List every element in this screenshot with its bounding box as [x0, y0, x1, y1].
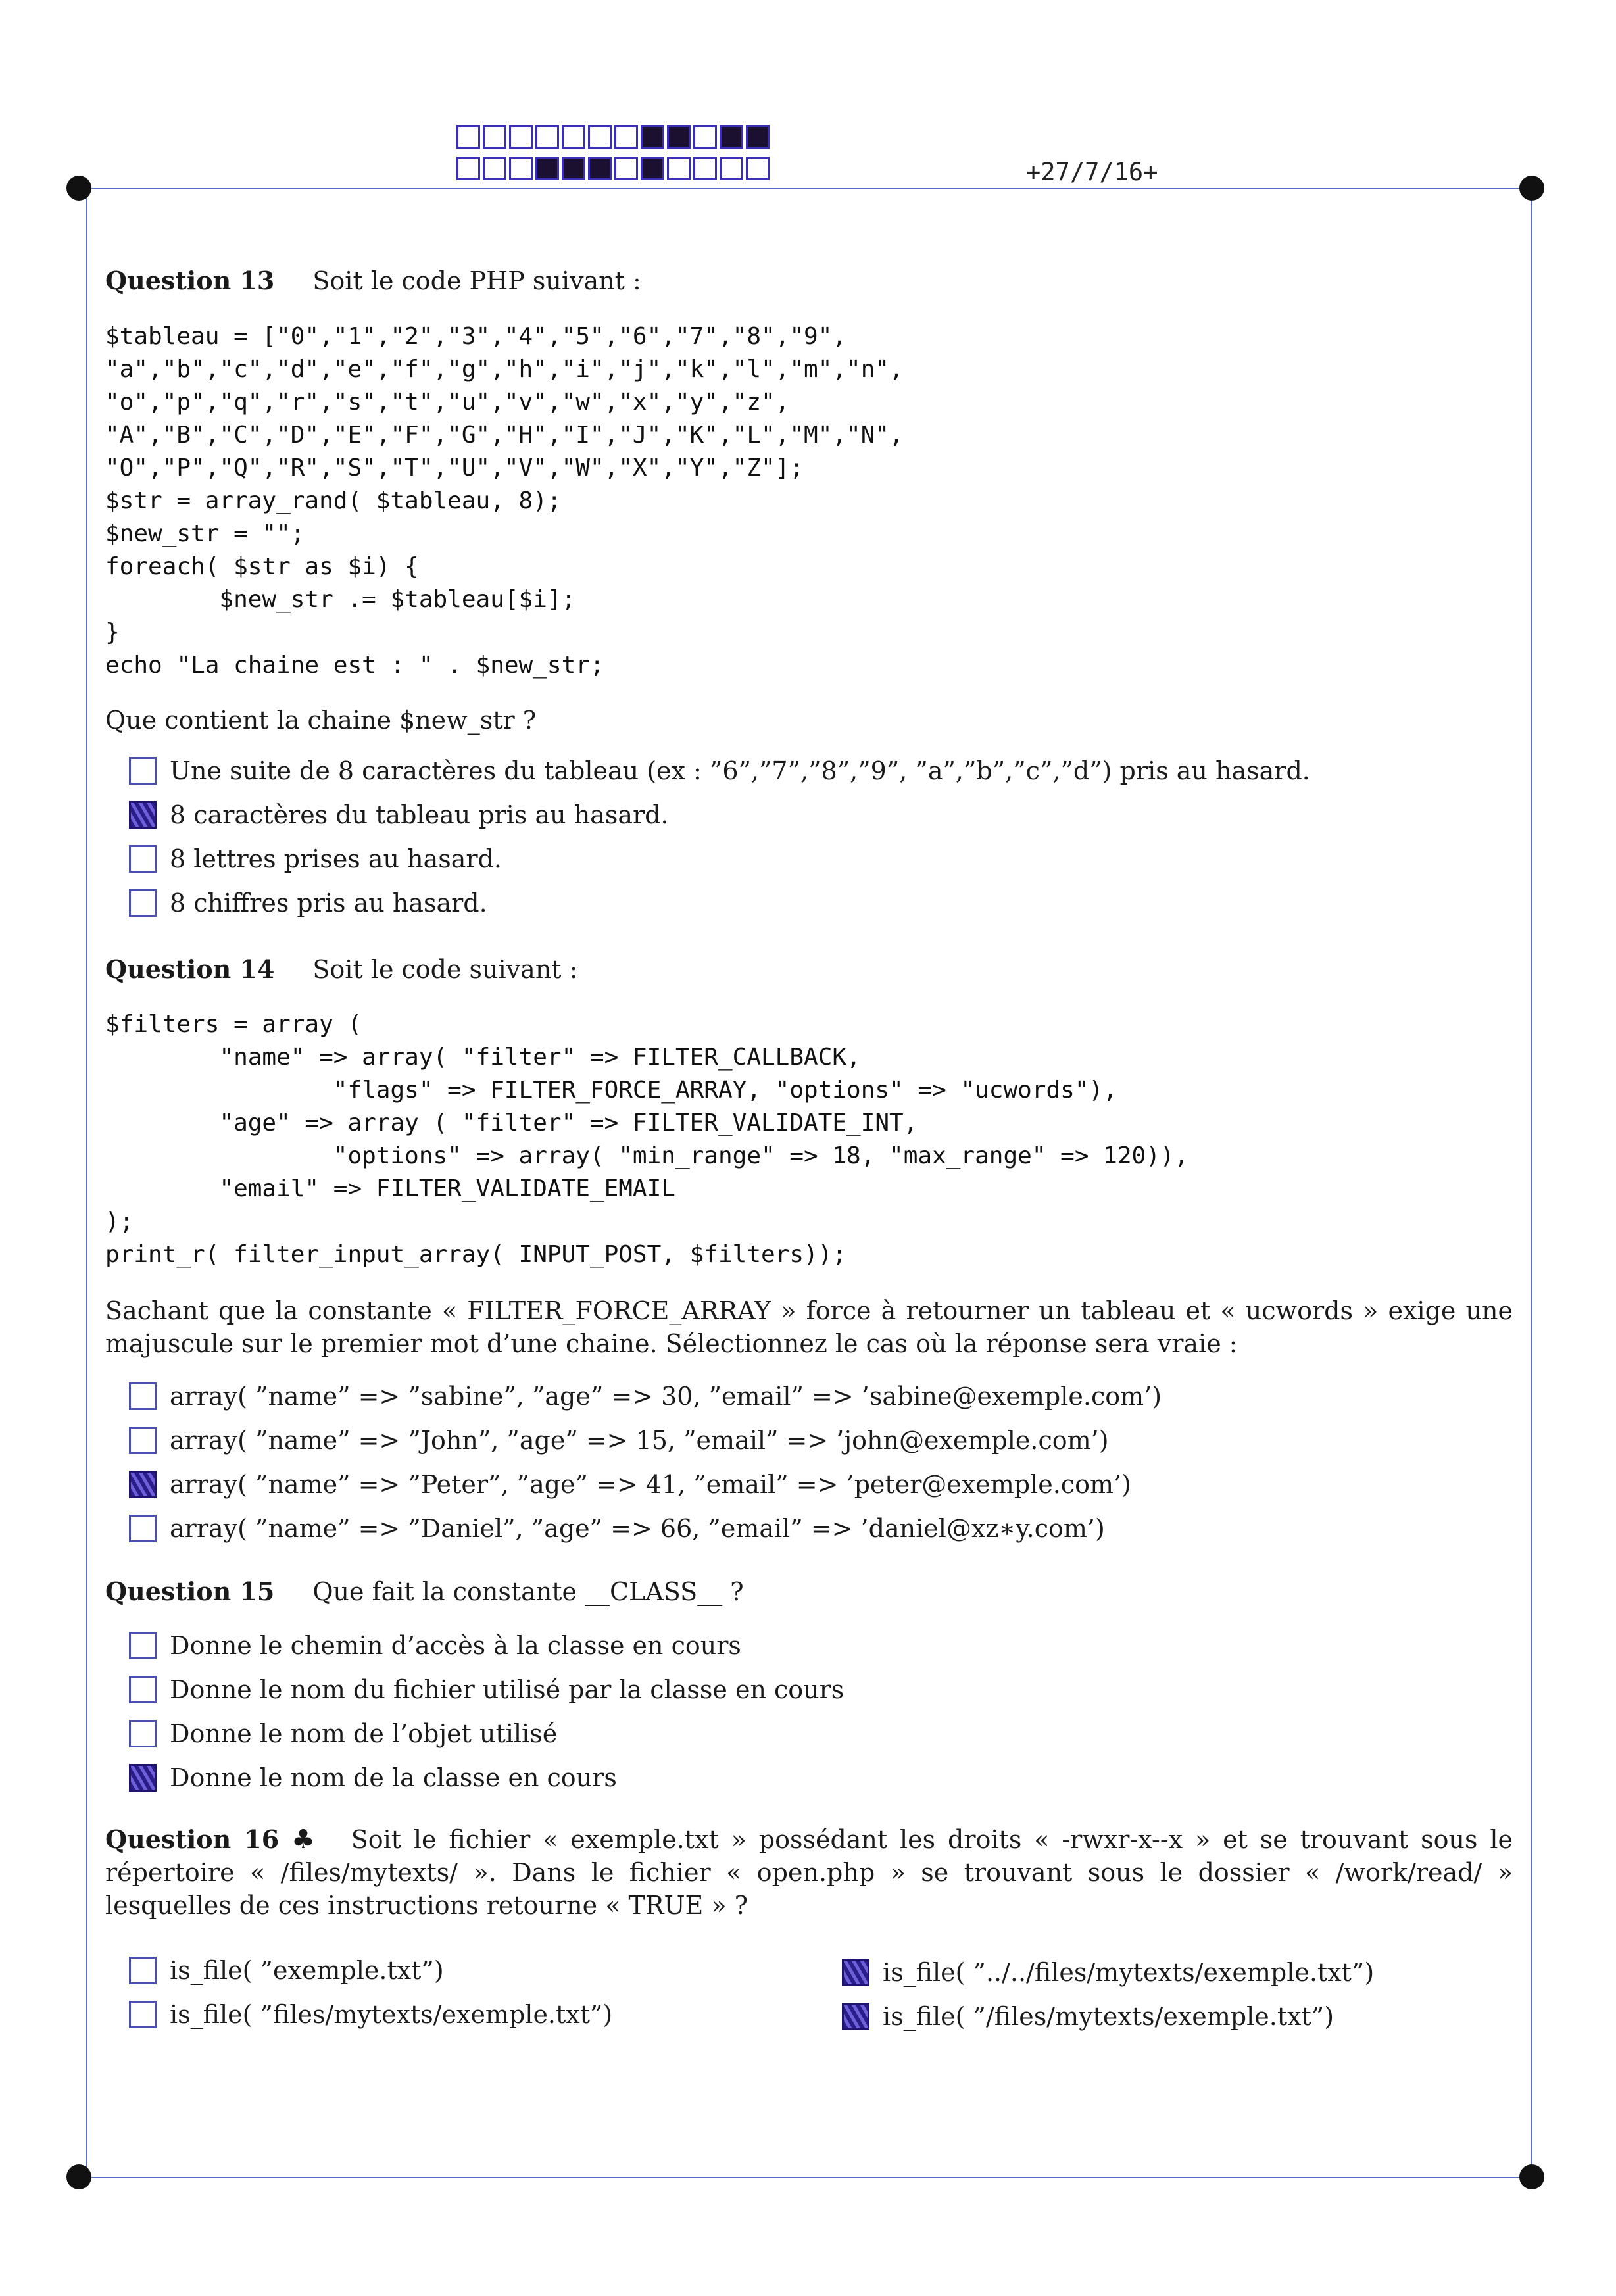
barcode-cell — [562, 125, 585, 149]
option-text: Donne le nom de la classe en cours — [170, 1763, 617, 1792]
checkbox[interactable] — [129, 889, 157, 917]
checkbox[interactable] — [129, 1382, 157, 1410]
question-13-code: $tableau = ["0","1","2","3","4","5","6","7","8","9", "a","b","c","d","e","f","g","h","i","j","k","l","m","n", "o","p","q","r","s","t","u","v","w","x","y","z", "A","B","C","D","E","F","G","H","I","J","K","L","M","N", "O","P","Q","R","S","T","U","V","W","X","Y","Z"]; $str = array_rand( $tableau, 8); $new_str = ""; foreach( $str as $i) { $new_str .= $tableau[$i]; } echo "La chaine est : " . $new_str; — [105, 323, 904, 679]
question-text: Soit le code PHP suivant : — [312, 266, 641, 295]
barcode-cell — [535, 157, 559, 180]
barcode-cell — [456, 157, 480, 180]
question-14-code: $filters = array ( "name" => array( "filter" => FILTER_CALLBACK, "flags" => FILTER_FORCE_ARRAY, "options" => "ucwords"), "age" => array ( "filter" => FILTER_VALIDATE_INT, "options" => array( "min_range" => 18, "max_range" => 120)), "email" => FILTER_VALIDATE_EMAIL ); print_r( filter_input_array( INPUT_POST, $filters)); — [105, 1011, 1189, 1268]
barcode-cell — [614, 157, 638, 180]
question-text: Soit le code suivant : — [312, 955, 578, 984]
checkbox[interactable] — [129, 1632, 157, 1659]
option-text: is_file( ”/files/mytexts/exemple.txt”) — [883, 2002, 1334, 2031]
checkbox-checked[interactable] — [129, 1764, 157, 1792]
option-text: is_file( ”exemple.txt”) — [170, 1956, 444, 1985]
barcode-cell — [641, 125, 664, 149]
barcode-cell — [720, 157, 743, 180]
frame-top-line — [86, 188, 1532, 189]
barcode-cell — [720, 125, 743, 149]
q14-option-1[interactable] — [129, 1382, 1162, 1411]
barcode-cell — [509, 157, 533, 180]
q14-option-2[interactable] — [129, 1426, 1109, 1455]
barcode-cell — [693, 125, 717, 149]
q15-option-4[interactable] — [129, 1763, 617, 1792]
checkbox[interactable] — [129, 1427, 157, 1454]
barcode-cell — [483, 157, 506, 180]
barcode-cell — [746, 125, 770, 149]
option-text: array( ”name” => ”sabine”, ”age” => 30, ”email” => ’sabine@exemple.com’) — [170, 1382, 1162, 1411]
question-14-prompt: Sachant que la constante « FILTER_FORCE_ARRAY » force à retourner un tableau et « ucwords » exige une majuscule sur le premier mot d’une chaine. Sélectionnez le cas où la réponse sera vraie : — [105, 1296, 1513, 1358]
question-13-prompt: Que contient la chaine $new_str ? — [105, 706, 537, 735]
checkbox[interactable] — [129, 1515, 157, 1542]
option-text: is_file( ”../../files/mytexts/exemple.txt”) — [883, 1958, 1375, 1987]
option-text: array( ”name” => ”Peter”, ”age” => 41, ”email” => ’peter@exemple.com’) — [170, 1470, 1131, 1499]
q15-option-3[interactable] — [129, 1719, 557, 1748]
barcode-cell — [456, 125, 480, 149]
question-text: Que fait la constante __CLASS__ ? — [312, 1577, 744, 1606]
question-14-heading — [105, 954, 577, 984]
q14-option-3[interactable] — [129, 1470, 1131, 1499]
checkbox[interactable] — [129, 1957, 157, 1984]
frame-left-line — [86, 188, 87, 2178]
frame-right-line — [1531, 188, 1532, 2178]
option-text: Donne le nom du fichier utilisé par la classe en cours — [170, 1675, 845, 1704]
barcode-cell — [535, 125, 559, 149]
frame-bottom-line — [86, 2177, 1532, 2178]
barcode-cell — [588, 157, 612, 180]
barcode-cell — [693, 157, 717, 180]
q13-option-2[interactable] — [129, 800, 669, 829]
sheet-code: +27/7/16+ — [1026, 158, 1158, 186]
checkbox-checked[interactable] — [842, 2003, 869, 2030]
q13-option-3[interactable] — [129, 844, 502, 873]
corner-marker-bottom-right — [1519, 2164, 1544, 2189]
checkbox[interactable] — [129, 1720, 157, 1747]
barcode-cell — [667, 157, 691, 180]
barcode-cell — [667, 125, 691, 149]
corner-marker-top-left — [66, 176, 91, 201]
option-text: array( ”name” => ”Daniel”, ”age” => 66, ”email” => ’daniel@xz∗y.com’) — [170, 1514, 1105, 1543]
checkbox[interactable] — [129, 2001, 157, 2028]
q14-option-4[interactable] — [129, 1514, 1105, 1543]
q16-option-2[interactable] — [129, 2000, 612, 2029]
q13-option-4[interactable] — [129, 889, 487, 917]
checkbox-checked[interactable] — [129, 1471, 157, 1498]
q16-option-1[interactable] — [129, 1956, 444, 1985]
question-text: Soit le fichier « exemple.txt » possédant les droits « -rwxr-x--x » et se trouvant sous le répertoire « /files/mytexts/ ». Dans le fichier « open.php » se trouvant sous le dossier « /work/read/ » lesquelles de ces instructions retourne « TRUE » ? — [105, 1825, 1513, 1920]
question-label: Question 15 — [105, 1576, 275, 1606]
checkbox[interactable] — [129, 1676, 157, 1703]
barcode-row-2 — [456, 157, 772, 180]
corner-marker-bottom-left — [66, 2164, 91, 2189]
question-label: Question 16 — [105, 1824, 280, 1854]
option-text: array( ”name” => ”John”, ”age” => 15, ”email” => ’john@exemple.com’) — [170, 1426, 1109, 1455]
checkbox[interactable] — [129, 757, 157, 785]
option-text: Donne le nom de l’objet utilisé — [170, 1719, 558, 1748]
question-label: Question 13 — [105, 266, 275, 295]
q15-option-2[interactable] — [129, 1675, 844, 1704]
q16-option-3[interactable] — [842, 1958, 1374, 1987]
option-text: 8 caractères du tableau pris au hasard. — [170, 800, 669, 829]
option-text: Donne le chemin d’accès à la classe en cours — [170, 1631, 741, 1660]
barcode-cell — [614, 125, 638, 149]
barcode-row-1 — [456, 125, 772, 149]
barcode-cell — [746, 157, 770, 180]
question-13-heading — [105, 266, 641, 295]
question-16-heading — [105, 1823, 1513, 1922]
q15-option-1[interactable] — [129, 1631, 741, 1660]
option-text: 8 lettres prises au hasard. — [170, 844, 502, 873]
option-text: 8 chiffres pris au hasard. — [170, 889, 487, 917]
checkbox[interactable] — [129, 845, 157, 873]
corner-marker-top-right — [1519, 176, 1544, 201]
barcode-cell — [483, 125, 506, 149]
barcode-cell — [641, 157, 664, 180]
club-icon: ♣ — [291, 1824, 320, 1855]
q16-option-4[interactable] — [842, 2002, 1334, 2031]
barcode-cell — [562, 157, 585, 180]
question-15-heading — [105, 1576, 744, 1606]
checkbox-checked[interactable] — [842, 1959, 869, 1986]
checkbox-checked[interactable] — [129, 801, 157, 829]
option-text: is_file( ”files/mytexts/exemple.txt”) — [170, 2000, 613, 2029]
question-label: Question 14 — [105, 954, 275, 984]
option-text: Une suite de 8 caractères du tableau (ex : ”6”,”7”,”8”,”9”, ”a”,”b”,”c”,”d”) pris au hasard. — [170, 756, 1310, 785]
barcode-cell — [588, 125, 612, 149]
barcode-cell — [509, 125, 533, 149]
q13-option-1[interactable] — [129, 756, 1310, 785]
